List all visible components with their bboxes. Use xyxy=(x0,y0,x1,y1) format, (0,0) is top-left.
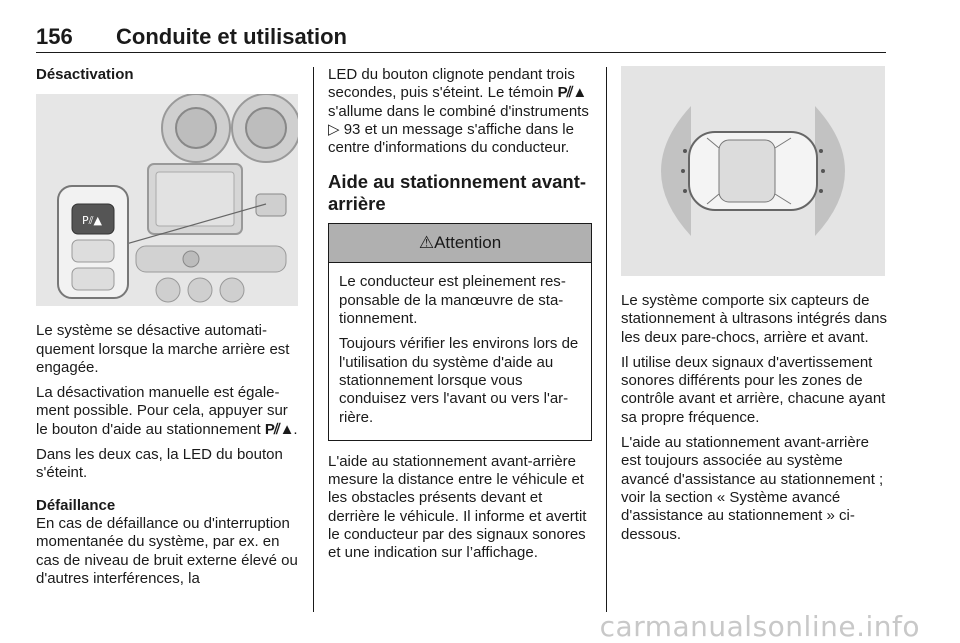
paragraph-manual-deactivation: La désactivation manuelle est également possible. Pour cela, appuyer sur le bouton d'aide au stationnement P⫽▲. xyxy=(36,384,298,438)
parking-assist-symbol-icon: P⫽▲ xyxy=(264,420,294,438)
warning-title: Attention xyxy=(434,233,502,253)
triangle-ref-icon: ▷ xyxy=(328,120,340,138)
page-header xyxy=(36,24,886,53)
section-heading-deactivation: Désactivation xyxy=(36,66,134,83)
car-sensor-zones-icon xyxy=(621,66,885,276)
watermark: carmanualsonline.info xyxy=(599,610,920,643)
paragraph: L'aide au stationnement avant-arrière est toujours associée au système avancé d'assistance au stationnement ; voir la section « Système avancé d'assistance au stationnement » ci-dessous. xyxy=(621,434,884,543)
column-2 xyxy=(328,66,592,570)
warning-box xyxy=(328,223,592,440)
warning-triangle-icon: ⚠ xyxy=(418,233,435,253)
paragraph: Le système se désactive automatiquement lorsque la marche arrière est engagée. xyxy=(36,322,290,376)
warning-header xyxy=(329,224,591,263)
section-heading-parking-assist: Aide au stationnement avant-arrière xyxy=(328,171,587,215)
paragraph-warning-lamp: LED du bouton clignote pendant trois secondes, puis s'éteint. Le témoin P⫽▲ s'allume dans le combiné d'instruments ▷ 93 et un message s'affiche dans le centre d'informations du conducteur. xyxy=(328,66,589,157)
page-number: 156 xyxy=(36,24,73,49)
parking-assist-symbol-icon: P⫽▲ xyxy=(557,84,587,102)
parking-button-icon xyxy=(36,94,298,306)
page-reference[interactable]: 93 xyxy=(343,120,361,138)
sensor-zones-illustration xyxy=(621,66,885,276)
column-1 xyxy=(36,66,300,595)
section-heading-fault: Défaillance xyxy=(36,496,116,514)
svg-text:P⫽▲: P⫽▲ xyxy=(82,214,102,228)
paragraph: Le système comporte six capteurs de stationnement à ultrasons intégrés dans les deux pare-chocs, arrière et avant. xyxy=(621,292,887,346)
warning-body xyxy=(329,263,591,439)
paragraph: Dans les deux cas, la LED du bouton s'éteint. xyxy=(36,446,283,482)
chapter-title: Conduite et utilisation xyxy=(116,24,347,49)
parking-button-illustration xyxy=(36,94,298,306)
column-divider xyxy=(606,67,607,612)
column-divider xyxy=(313,67,314,612)
warning-paragraph: Le conducteur est pleinement responsable de la manœuvre de stationnement. xyxy=(339,273,566,328)
column-3 xyxy=(621,66,887,551)
paragraph: En cas de défaillance ou d'interruption momentanée du système, par ex. en cas de niveau de bruit externe élevé ou d'autres interférences, la xyxy=(36,514,298,587)
paragraph: L'aide au stationnement avant-arrière mesure la distance entre le véhicule et les obstacles présents devant et derrière le véhicule. Il informe et avertit le conducteur par des signaux sonores et une indication sur l’affichage. xyxy=(328,452,587,562)
paragraph: Il utilise deux signaux d'avertissement sonores différents pour les zones de contrôle avant et arrière, chacune ayant sa propre fréquence. xyxy=(621,353,886,426)
warning-paragraph: Toujours vérifier les environs lors de l'utilisation du système d'aide au stationnement lorsque vous conduisez vers l'avant ou vers l'arrière. xyxy=(339,335,579,426)
